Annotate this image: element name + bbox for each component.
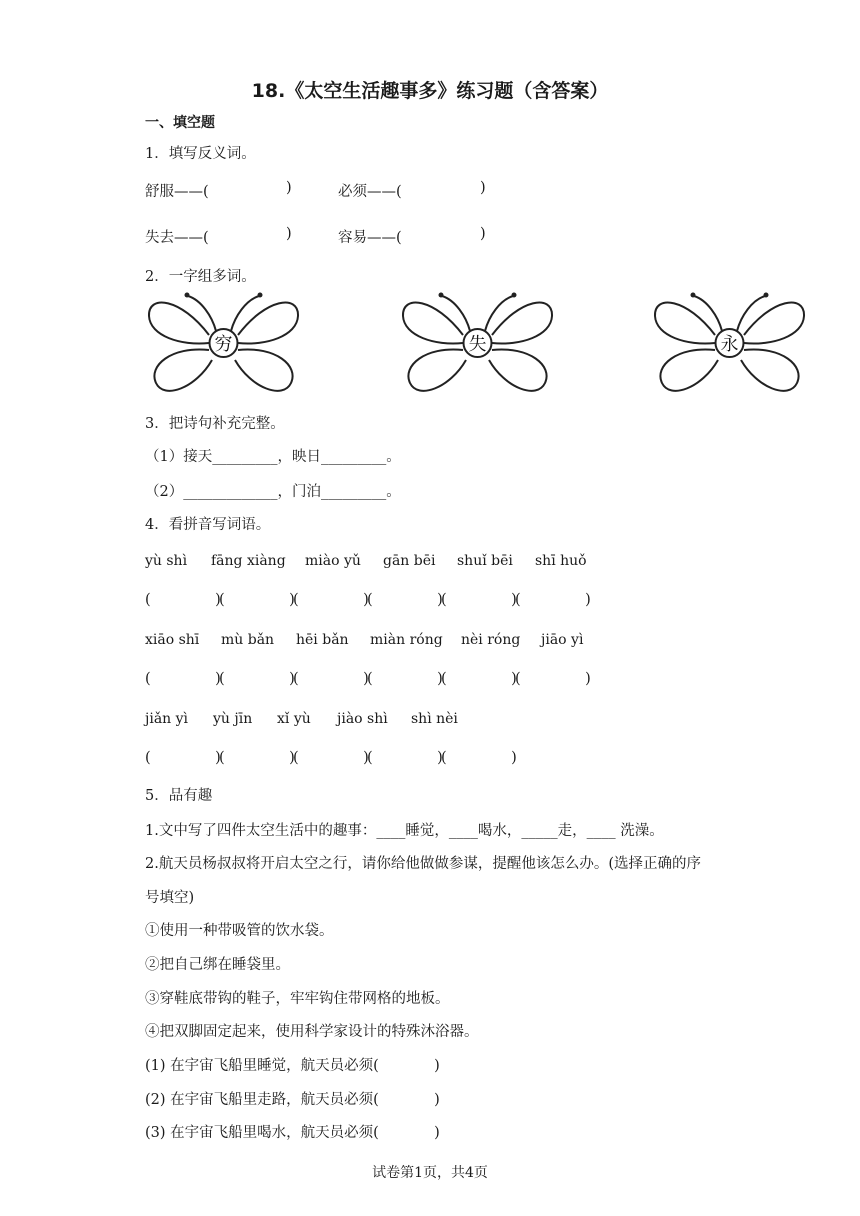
option-3: ③穿鞋底带钩的鞋子，牢牢钩住带网格的地板。 (145, 991, 450, 1007)
sub-question-2: (2) 在宇宙飞船里走路，航天员必须( ) (145, 1092, 440, 1108)
antonym-close: ) (286, 226, 292, 242)
sub-question-1: (1) 在宇宙飞船里睡觉，航天员必须( ) (145, 1058, 440, 1074)
antonym-item: 舒服——( (145, 184, 209, 200)
antonym-close: ) (480, 180, 486, 196)
option-4: ④把双脚固定起来，使用科学家设计的特殊沐浴器。 (145, 1024, 479, 1040)
poem-line-2: （2）_____________，门泊_________。 (145, 484, 401, 500)
pinyin: jiào shì (337, 711, 388, 727)
answer-blank: ( ) (367, 750, 443, 766)
answer-blank: ( ) (293, 671, 369, 687)
pinyin: xiāo shī (145, 632, 200, 648)
pinyin: shuǐ bēi (457, 553, 513, 569)
q5-sentence-1: 1.文中写了四件太空生活中的趣事：____睡觉，____喝水，_____走，____ 洗澡。 (145, 823, 664, 839)
answer-blank: ( ) (219, 750, 295, 766)
pinyin: miàn róng (370, 632, 443, 648)
pinyin: miào yǔ (305, 553, 361, 569)
answer-blank: ( ) (367, 671, 443, 687)
answer-blank: ( ) (441, 750, 517, 766)
sub-question-3: (3) 在宇宙飞船里喝水，航天员必须( ) (145, 1125, 440, 1141)
butterfly-diagram (652, 288, 807, 400)
pinyin: nèi róng (461, 632, 521, 648)
butterfly-diagram (146, 288, 301, 400)
q5-sentence-2-cont: 号填空) (145, 890, 195, 906)
butterfly-char: 失 (468, 334, 487, 355)
answer-blank: ( ) (441, 592, 517, 608)
page-footer: 试卷第1页，共4页 (372, 1165, 488, 1181)
q5-sentence-2: 2.航天员杨叔叔将开启太空之行，请你给他做做参谋，提醒他该怎么办。(选择正确的序 (145, 856, 701, 872)
pinyin: xǐ yù (277, 711, 311, 727)
antonym-close: ) (286, 180, 292, 196)
answer-blank: ( ) (293, 750, 369, 766)
antonym-item: 失去——( (145, 230, 209, 246)
pinyin: shì nèi (411, 711, 458, 727)
page-title: 18.《太空生活趣事多》练习题（含答案） (251, 80, 609, 102)
answer-blank: ( ) (515, 671, 591, 687)
pinyin: mù bǎn (221, 632, 275, 648)
option-2: ②把自己绑在睡袋里。 (145, 957, 290, 973)
pinyin: jiāo yì (541, 632, 584, 648)
answer-blank: ( ) (515, 592, 591, 608)
answer-blank: ( ) (367, 592, 443, 608)
butterfly-diagram (400, 288, 555, 400)
antonym-item: 容易——( (338, 230, 402, 246)
pinyin: yù jīn (213, 711, 253, 727)
answer-blank: ( ) (145, 750, 221, 766)
question-4-prompt: 4．看拼音写词语。 (145, 517, 271, 533)
section-heading: 一、填空题 (145, 115, 215, 131)
pinyin: gān bēi (383, 553, 436, 569)
pinyin: fāng xiàng (211, 553, 286, 569)
pinyin: yù shì (145, 553, 188, 569)
question-1-prompt: 1．填写反义词。 (145, 146, 256, 162)
answer-blank: ( ) (293, 592, 369, 608)
answer-blank: ( ) (219, 671, 295, 687)
antonym-close: ) (480, 226, 486, 242)
pinyin: jiǎn yì (145, 711, 189, 727)
answer-blank: ( ) (145, 671, 221, 687)
butterfly-char: 永 (720, 334, 739, 355)
answer-blank: ( ) (145, 592, 221, 608)
question-2-prompt: 2．一字组多词。 (145, 269, 256, 285)
butterfly-char: 穷 (214, 334, 233, 355)
option-1: ①使用一种带吸管的饮水袋。 (145, 923, 334, 939)
answer-blank: ( ) (441, 671, 517, 687)
question-3-prompt: 3．把诗句补充完整。 (145, 416, 285, 432)
poem-line-1: （1）接天_________，映日_________。 (145, 449, 401, 465)
question-5-prompt: 5．品有趣 (145, 788, 213, 804)
answer-blank: ( ) (219, 592, 295, 608)
pinyin: hēi bǎn (296, 632, 349, 648)
antonym-item: 必须——( (338, 184, 402, 200)
pinyin: shī huǒ (535, 553, 587, 569)
